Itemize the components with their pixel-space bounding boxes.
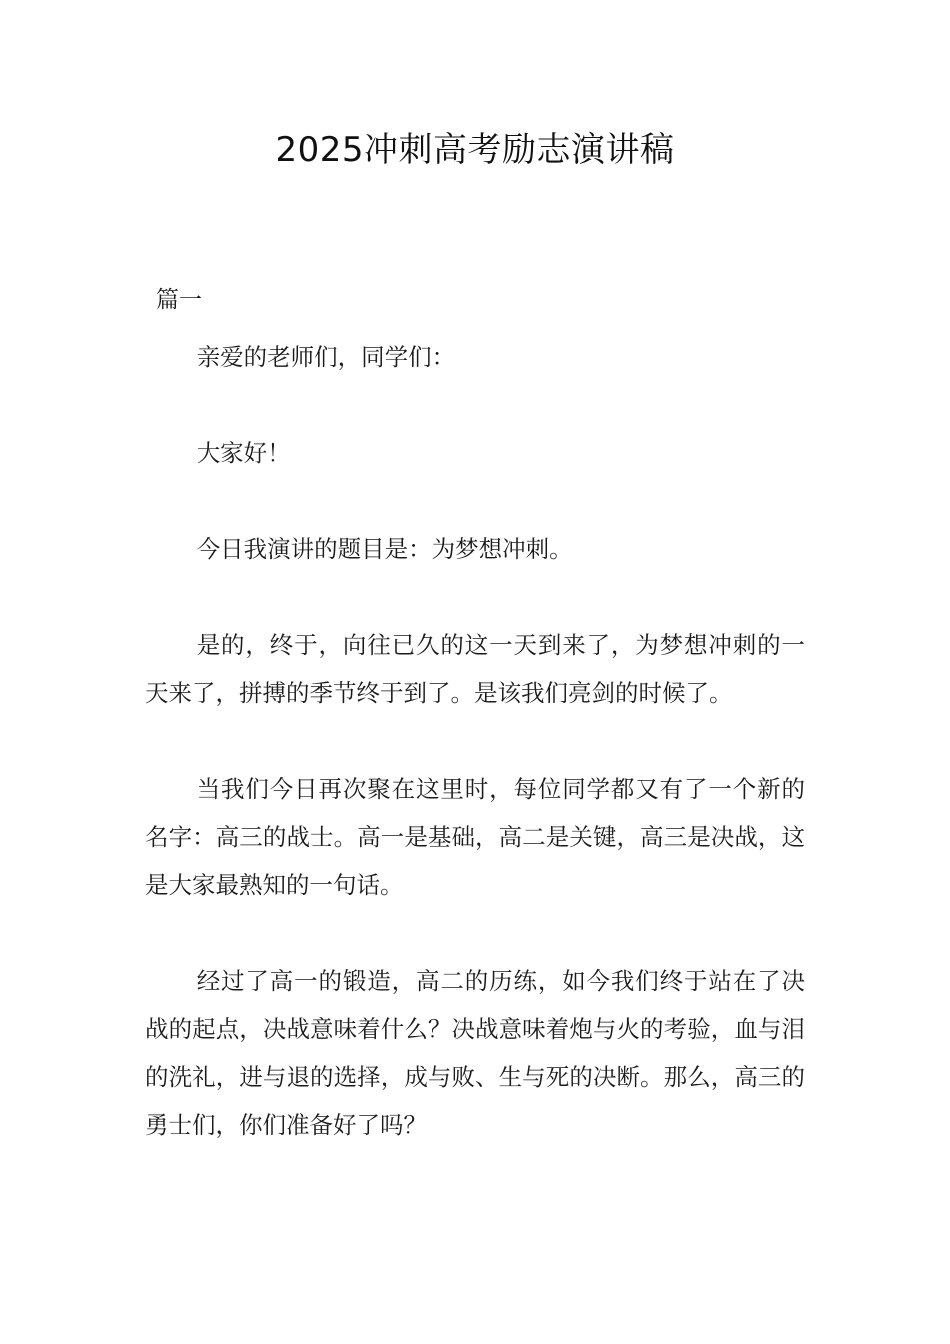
document-title: 2025冲刺高考励志演讲稿 — [275, 130, 675, 170]
paragraph-greeting: 亲爱的老师们，同学们： — [196, 343, 456, 371]
document-body — [145, 333, 805, 1149]
paragraph-topic: 今日我演讲的题目是：为梦想冲刺。 — [196, 535, 573, 563]
section-label: 篇一 — [156, 287, 202, 313]
paragraph-hello: 大家好！ — [196, 439, 291, 467]
paragraph-decisive-battle: 经过了高一的锻造，高二的历练，如今我们终于站在了决战的起点，决战意味着什么？决战意味着炮与火的考验，血与泪的洗礼，进与退的选择，成与败、生与死的决断。那么，高三的勇士们，你们准备好了吗？ — [145, 967, 805, 1139]
paragraph-arrival: 是的，终于，向往已久的这一天到来了，为梦想冲刺的一天来了，拼搏的季节终于到了。是该我们亮剑的时候了。 — [145, 631, 805, 707]
paragraph-warriors: 当我们今日再次聚在这里时，每位同学都又有了一个新的名字：高三的战士。高一是基础，高二是关键，高三是决战，这是大家最熟知的一句话。 — [145, 775, 805, 899]
